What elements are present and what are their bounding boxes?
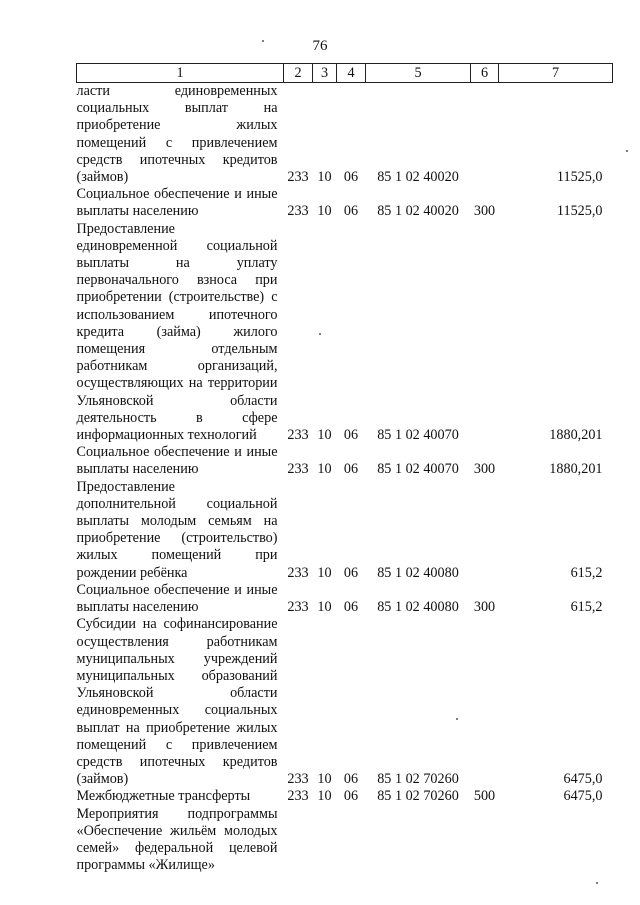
row-code-expense-type: 300 bbox=[473, 461, 496, 478]
scan-speck bbox=[262, 40, 264, 42]
row-code-section: 10 bbox=[317, 599, 332, 616]
row-code-subsection bbox=[337, 806, 366, 875]
table-row bbox=[77, 788, 613, 805]
row-code-section: 10 bbox=[317, 564, 332, 581]
column-header: 3 bbox=[313, 64, 337, 83]
scan-speck bbox=[456, 718, 458, 720]
row-code-subsection: 06 bbox=[343, 461, 359, 478]
row-code-section bbox=[313, 806, 337, 875]
row-amount: 6475,0 bbox=[563, 771, 603, 788]
table-row bbox=[77, 479, 613, 582]
row-code-section: 10 bbox=[317, 788, 332, 805]
row-code-ministry: 233 bbox=[287, 599, 309, 616]
row-code-ministry bbox=[284, 806, 313, 875]
table-row bbox=[77, 616, 613, 788]
row-code-target: 85 1 02 40070 bbox=[377, 427, 459, 444]
row-code-expense-type bbox=[471, 616, 499, 788]
row-code-target: 85 1 02 40080 bbox=[377, 564, 459, 581]
row-name: Предоставление единовременной социальной выплаты на уплату первоначального взноса при приобретении (строительстве) с использованием ипотечного кредита (займа) жилого помещения отдельным работникам организаций, осуществляющих на территории Ульяновской области деятельность в сфере информационных технологий bbox=[76, 220, 278, 444]
scan-speck bbox=[626, 150, 628, 152]
row-code-subsection: 06 bbox=[343, 564, 359, 581]
row-code-target: 85 1 02 40020 bbox=[377, 169, 459, 186]
row-amount: 11525,0 bbox=[556, 203, 603, 220]
row-code-ministry: 233 bbox=[287, 771, 309, 788]
row-name: Межбюджетные трансферты bbox=[76, 788, 251, 805]
column-header: 1 bbox=[77, 64, 284, 83]
row-code-ministry: 233 bbox=[287, 427, 309, 444]
budget-table bbox=[76, 63, 613, 874]
row-amount: 1880,201 bbox=[549, 427, 603, 444]
row-code-subsection: 06 bbox=[343, 771, 359, 788]
row-code-expense-type bbox=[471, 221, 499, 445]
row-code-expense-type: 300 bbox=[473, 599, 496, 616]
row-code-section: 10 bbox=[317, 169, 332, 186]
page-number: 76 bbox=[312, 38, 328, 54]
table-row bbox=[77, 806, 613, 875]
column-header: 5 bbox=[366, 64, 471, 83]
row-code-target: 85 1 02 70260 bbox=[377, 771, 459, 788]
table-row bbox=[77, 444, 613, 478]
row-code-expense-type bbox=[471, 479, 499, 582]
column-header: 6 bbox=[471, 64, 499, 83]
row-amount: 11525,0 bbox=[556, 169, 603, 186]
column-header: 2 bbox=[284, 64, 313, 83]
row-code-subsection: 06 bbox=[343, 427, 359, 444]
row-code-ministry: 233 bbox=[287, 461, 309, 478]
row-name: Предоставление дополнительной социальной выплаты молодым семьям на приобретение (строительство) жилых помещений при рождении ребёнка bbox=[76, 478, 278, 581]
row-code-target: 85 1 02 70260 bbox=[377, 788, 459, 805]
row-amount: 615,2 bbox=[570, 599, 603, 616]
row-code-target bbox=[366, 806, 471, 875]
table-row bbox=[77, 221, 613, 445]
row-name: Субсидии на софинансирование осуществления работникам муниципальных учреждений муниципальных образований Ульяновской области единовременных социальных выплат на приобретение жилых помещений с привлечением средств ипотечных кредитов (займов) bbox=[76, 616, 278, 788]
table-row bbox=[77, 83, 613, 187]
row-code-ministry: 233 bbox=[287, 203, 309, 220]
row-code-ministry: 233 bbox=[287, 788, 309, 805]
row-code-ministry: 233 bbox=[287, 169, 309, 186]
table-row bbox=[77, 186, 613, 220]
table-row bbox=[77, 582, 613, 616]
row-amount: 615,2 bbox=[570, 564, 603, 581]
column-header: 4 bbox=[337, 64, 366, 83]
row-code-target: 85 1 02 40020 bbox=[377, 203, 459, 220]
row-code-subsection: 06 bbox=[343, 599, 359, 616]
row-name: Социальное обеспечение и иные выплаты населению bbox=[76, 444, 278, 478]
row-amount: 1880,201 bbox=[549, 461, 603, 478]
row-amount: 6475,0 bbox=[563, 788, 603, 805]
row-code-subsection: 06 bbox=[343, 203, 359, 220]
row-code-target: 85 1 02 40070 bbox=[377, 461, 459, 478]
row-code-section: 10 bbox=[317, 771, 332, 788]
row-code-target: 85 1 02 40080 bbox=[377, 599, 459, 616]
row-name: Мероприятия подпрограммы «Обеспечение жильём молодых семей» федеральной целевой программы «Жилище» bbox=[76, 805, 278, 874]
row-code-subsection: 06 bbox=[343, 788, 359, 805]
row-code-subsection: 06 bbox=[343, 169, 359, 186]
row-code-section: 10 bbox=[317, 461, 332, 478]
column-header: 7 bbox=[499, 64, 613, 83]
row-code-section: 10 bbox=[317, 203, 332, 220]
scan-speck bbox=[319, 333, 321, 335]
row-code-expense-type: 300 bbox=[473, 203, 496, 220]
row-code-section: 10 bbox=[317, 427, 332, 444]
row-code-expense-type bbox=[471, 806, 499, 875]
scan-speck bbox=[596, 882, 598, 884]
row-code-expense-type bbox=[471, 83, 499, 187]
row-name: Социальное обеспечение и иные выплаты населению bbox=[76, 581, 278, 616]
row-code-ministry: 233 bbox=[287, 564, 309, 581]
row-name: Социальное обеспечение и иные выплаты населению bbox=[76, 186, 278, 220]
row-name: ласти единовременных социальных выплат на приобретение жилых помещений с привлечением средств ипотечных кредитов (займов) bbox=[76, 83, 278, 186]
table-header-row bbox=[77, 64, 613, 83]
row-amount bbox=[499, 806, 613, 875]
row-code-expense-type: 500 bbox=[473, 788, 496, 805]
